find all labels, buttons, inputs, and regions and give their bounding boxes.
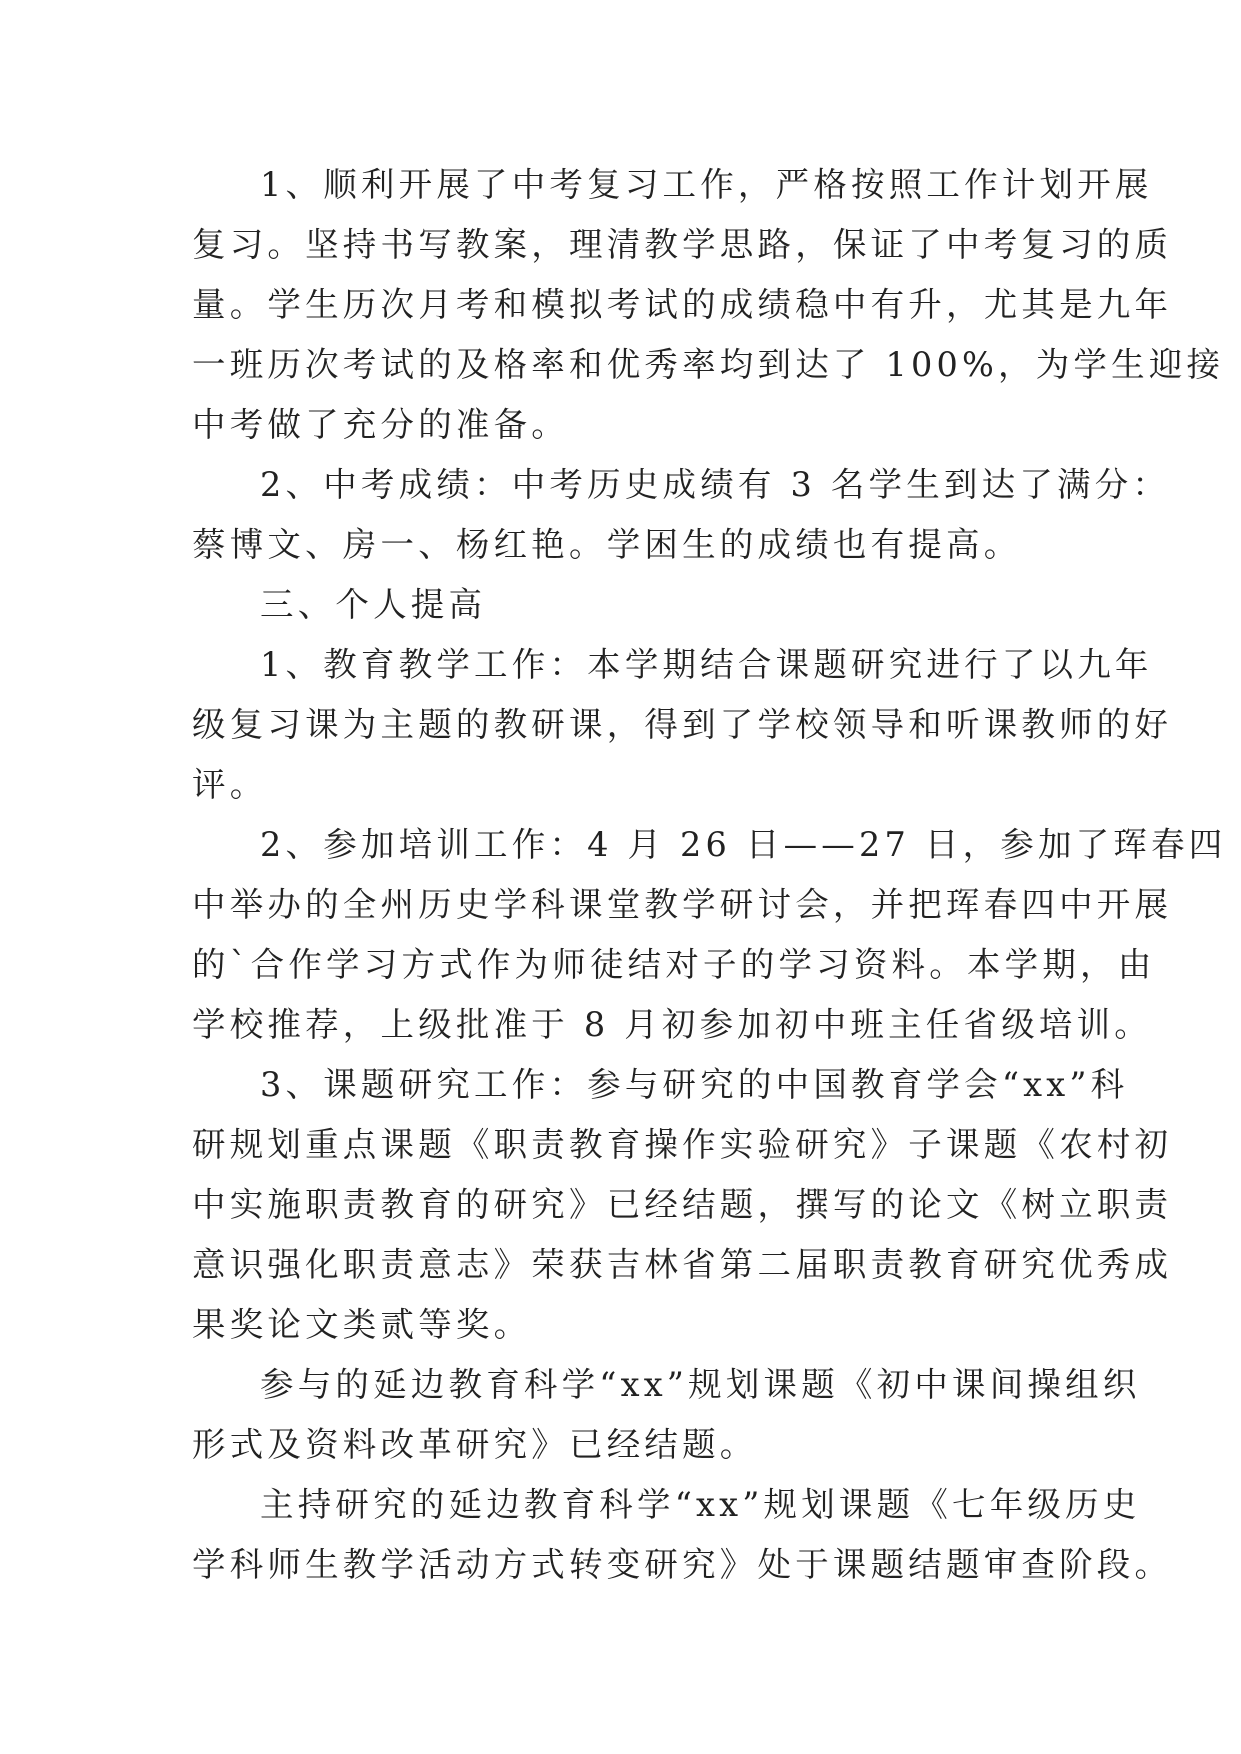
- text-line: 中实施职责教育的研究》已经结题，撰写的论文《树立职责: [192, 1185, 1173, 1224]
- paragraph-training-work: [192, 815, 1227, 1055]
- text-line: 1、教育教学工作：本学期结合课题研究进行了以九年: [260, 645, 1153, 684]
- text-line: 蔡博文、房一、杨红艳。学困生的成绩也有提高。: [192, 525, 1022, 564]
- text-line: 学校推荐，上级批准于 8 月初参加初中班主任省级培训。: [192, 1005, 1153, 1044]
- text-line: 意识强化职责意志》荣获吉林省第二届职责教育研究优秀成: [192, 1245, 1173, 1284]
- paragraph-research-work: [192, 1055, 1173, 1355]
- text-line: 中考做了充分的准备。: [192, 405, 569, 444]
- section-heading: 三、个人提高: [260, 585, 487, 624]
- text-line: 2、参加培训工作：4 月 26 日——27 日，参加了珲春四: [260, 825, 1227, 864]
- text-line: 级复习课为主题的教研课，得到了学校领导和听课教师的好: [192, 705, 1173, 744]
- paragraph-teaching-work: [192, 635, 1173, 815]
- text-line: 参与的延边教育科学“xx”规划课题《初中课间操组织: [260, 1365, 1141, 1404]
- text-line: 一班历次考试的及格率和优秀率均到达了 100%，为学生迎接: [192, 345, 1225, 384]
- text-line: 主持研究的延边教育科学“xx”规划课题《七年级历史: [260, 1485, 1141, 1524]
- text-line: 量。学生历次月考和模拟考试的成绩稳中有升，尤其是九年: [192, 285, 1173, 324]
- paragraph-led-research: [192, 1475, 1173, 1595]
- paragraph-exam-results: [192, 455, 1171, 575]
- text-line: 评。: [192, 765, 268, 804]
- document-page: [192, 155, 1227, 1595]
- text-line: 3、课题研究工作：参与研究的中国教育学会“xx”科: [260, 1065, 1129, 1104]
- text-line: 复习。坚持书写教案，理清教学思路，保证了中考复习的质: [192, 225, 1173, 264]
- text-line: 果奖论文类贰等奖。: [192, 1305, 532, 1344]
- text-line: 学科师生教学活动方式转变研究》处于课题结题审查阶段。: [192, 1545, 1173, 1584]
- paragraph-exercise-research: [192, 1355, 1141, 1475]
- text-line: 2、中考成绩：中考历史成绩有 3 名学生到达了满分：: [260, 465, 1171, 504]
- text-line: 研规划重点课题《职责教育操作实验研究》子课题《农村初: [192, 1125, 1173, 1164]
- paragraph-review-work: [192, 155, 1225, 455]
- section-heading-personal-improvement: [192, 575, 1067, 635]
- text-line: 1、顺利开展了中考复习工作，严格按照工作计划开展: [260, 165, 1153, 204]
- text-line: 中举办的全州历史学科课堂教学研讨会，并把珲春四中开展: [192, 885, 1173, 924]
- text-line: 的`合作学习方式作为师徒结对子的学习资料。本学期，由: [192, 945, 1156, 984]
- text-line: 形式及资料改革研究》已经结题。: [192, 1425, 758, 1464]
